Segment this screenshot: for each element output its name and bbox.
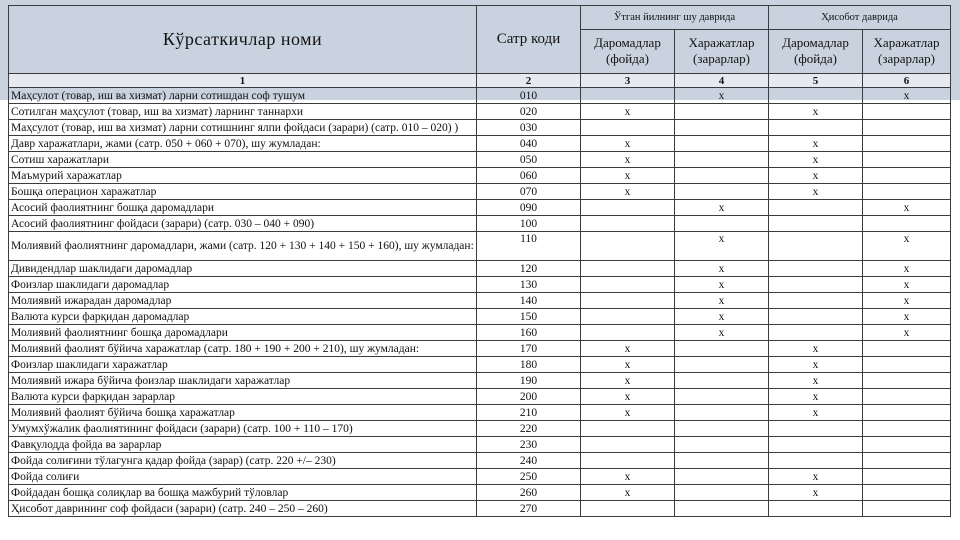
report-expense-cell <box>863 168 951 184</box>
prev-expense-cell <box>675 168 769 184</box>
row-code-header: Сатр коди <box>477 6 581 74</box>
table-row <box>9 485 951 501</box>
prev-income-cell: x <box>581 152 675 168</box>
prev-expense-cell: x <box>675 309 769 325</box>
table-row <box>9 341 951 357</box>
report-expense-cell <box>863 216 951 232</box>
indicator-name-cell: Асосий фаолиятнинг фойдаси (зарари) (сатр. 030 – 040 + 090) <box>9 216 477 232</box>
indicator-name-cell: Фоизлар шаклидаги даромадлар <box>9 277 477 293</box>
prev-expense-cell <box>675 389 769 405</box>
report-expense-cell <box>863 405 951 421</box>
report-income-cell: x <box>769 341 863 357</box>
table-row <box>9 373 951 389</box>
report-expense-cell: x <box>863 232 951 261</box>
indicator-name-cell: Давр харажатлари, жами (сатр. 050 + 060 + 070), шу жумладан: <box>9 136 477 152</box>
indicator-name-cell: Фавқулодда фойда ва зарарлар <box>9 437 477 453</box>
row-code-cell: 090 <box>477 200 581 216</box>
indicator-name-cell: Маҳсулот (товар, иш ва хизмат) ларни сотишдан соф тушум <box>9 88 477 104</box>
report-income-cell <box>769 88 863 104</box>
report-income-cell: x <box>769 184 863 200</box>
row-code-cell: 110 <box>477 232 581 261</box>
prev-expense-cell <box>675 357 769 373</box>
prev-expense-cell <box>675 485 769 501</box>
table-row <box>9 469 951 485</box>
report-expense-label: Харажатлар <box>873 35 940 51</box>
prev-income-cell <box>581 309 675 325</box>
report-expense-cell: x <box>863 293 951 309</box>
row-code-cell: 220 <box>477 421 581 437</box>
indicator-name-cell: Фойдадан бошқа солиқлар ва бошқа мажбурий тўловлар <box>9 485 477 501</box>
report-expense-cell <box>863 453 951 469</box>
report-income-cell: x <box>769 389 863 405</box>
financial-results-table <box>8 5 951 517</box>
prev-income-cell: x <box>581 184 675 200</box>
prev-expense-cell <box>675 184 769 200</box>
prev-income-sublabel: (фойда) <box>606 51 649 67</box>
table-row <box>9 325 951 341</box>
report-income-header <box>769 29 863 73</box>
prev-income-cell <box>581 277 675 293</box>
indicator-name-cell: Умумхўжалик фаолиятининг фойдаси (зарари) (сатр. 100 + 110 – 170) <box>9 421 477 437</box>
table-row <box>9 309 951 325</box>
report-expense-cell: x <box>863 309 951 325</box>
report-income-cell: x <box>769 152 863 168</box>
report-income-cell <box>769 232 863 261</box>
indicator-name-cell: Бошқа операцион харажатлар <box>9 184 477 200</box>
indicator-name-cell: Дивидендлар шаклидаги даромадлар <box>9 261 477 277</box>
report-expense-cell <box>863 469 951 485</box>
row-code-cell: 010 <box>477 88 581 104</box>
prev-expense-cell: x <box>675 325 769 341</box>
column-number: 3 <box>581 74 675 88</box>
prev-expense-header <box>675 29 769 73</box>
report-expense-cell <box>863 357 951 373</box>
prev-income-cell <box>581 293 675 309</box>
row-code-cell: 040 <box>477 136 581 152</box>
prev-expense-cell: x <box>675 200 769 216</box>
prev-income-cell <box>581 325 675 341</box>
prev-expense-cell: x <box>675 277 769 293</box>
table-row <box>9 120 951 136</box>
table-row <box>9 501 951 517</box>
row-code-cell: 060 <box>477 168 581 184</box>
indicator-name-cell: Молиявий фаолиятнинг даромадлари, жами (сатр. 120 + 130 + 140 + 150 + 160), шу жумладан: <box>9 232 477 261</box>
prev-income-cell: x <box>581 136 675 152</box>
table-row <box>9 232 951 261</box>
report-income-cell <box>769 309 863 325</box>
report-expense-cell: x <box>863 325 951 341</box>
prev-expense-cell <box>675 469 769 485</box>
row-code-cell: 130 <box>477 277 581 293</box>
row-code-cell: 180 <box>477 357 581 373</box>
report-expense-cell: x <box>863 261 951 277</box>
prev-expense-label: Харажатлар <box>688 35 755 51</box>
table-row <box>9 421 951 437</box>
table-row <box>9 200 951 216</box>
report-income-cell <box>769 501 863 517</box>
indicator-name-cell: Сотиш харажатлари <box>9 152 477 168</box>
row-code-cell: 170 <box>477 341 581 357</box>
prev-expense-cell <box>675 120 769 136</box>
report-expense-header <box>863 29 951 73</box>
table-row <box>9 293 951 309</box>
prev-expense-cell: x <box>675 261 769 277</box>
indicator-name-cell: Фойда солиғини тўлагунга қадар фойда (зарар) (сатр. 220 +/– 230) <box>9 453 477 469</box>
indicator-name-cell: Маҳсулот (товар, иш ва хизмат) ларни сотишнинг ялпи фойдаси (зарари) (сатр. 010 – 020) ) <box>9 120 477 136</box>
prev-income-cell: x <box>581 469 675 485</box>
row-code-cell: 260 <box>477 485 581 501</box>
row-code-cell: 050 <box>477 152 581 168</box>
row-code-cell: 150 <box>477 309 581 325</box>
row-code-cell: 100 <box>477 216 581 232</box>
row-code-cell: 200 <box>477 389 581 405</box>
report-expense-cell <box>863 485 951 501</box>
report-income-cell <box>769 453 863 469</box>
report-expense-cell <box>863 152 951 168</box>
table-row <box>9 152 951 168</box>
prev-expense-sublabel: (зарарлар) <box>693 51 750 67</box>
prev-income-cell <box>581 232 675 261</box>
indicator-name-cell: Фойда солиғи <box>9 469 477 485</box>
prev-income-cell <box>581 421 675 437</box>
prev-expense-cell <box>675 453 769 469</box>
report-expense-cell <box>863 136 951 152</box>
indicator-name-cell: Молиявий ижарадан даромадлар <box>9 293 477 309</box>
row-code-cell: 240 <box>477 453 581 469</box>
table-row <box>9 389 951 405</box>
row-code-cell: 190 <box>477 373 581 389</box>
row-code-cell: 230 <box>477 437 581 453</box>
report-income-sublabel: (фойда) <box>794 51 837 67</box>
report-income-cell: x <box>769 485 863 501</box>
row-code-cell: 210 <box>477 405 581 421</box>
prev-expense-cell <box>675 341 769 357</box>
prev-income-cell: x <box>581 485 675 501</box>
report-income-cell: x <box>769 357 863 373</box>
indicator-name-cell: Сотилган маҳсулот (товар, иш ва хизмат) ларнинг таннархи <box>9 104 477 120</box>
column-number: 6 <box>863 74 951 88</box>
prev-expense-cell: x <box>675 293 769 309</box>
report-income-cell <box>769 421 863 437</box>
indicator-name-cell: Асосий фаолиятнинг бошқа даромадлари <box>9 200 477 216</box>
report-expense-cell <box>863 437 951 453</box>
indicator-name-cell: Молиявий ижара бўйича фоизлар шаклидаги харажатлар <box>9 373 477 389</box>
report-expense-sublabel: (зарарлар) <box>878 51 935 67</box>
report-expense-cell <box>863 389 951 405</box>
indicator-name-cell: Ҳисобот даврининг соф фойдаси (зарари) (сатр. 240 – 250 – 260) <box>9 501 477 517</box>
prev-expense-cell <box>675 373 769 389</box>
report-expense-cell <box>863 184 951 200</box>
prev-expense-cell: x <box>675 232 769 261</box>
report-income-cell <box>769 261 863 277</box>
prev-income-cell <box>581 501 675 517</box>
indicator-name-cell: Молиявий фаолият бўйича харажатлар (сатр. 180 + 190 + 200 + 210), шу жумладан: <box>9 341 477 357</box>
report-expense-cell <box>863 373 951 389</box>
table-row <box>9 261 951 277</box>
column-number-row <box>9 74 951 88</box>
table-row <box>9 168 951 184</box>
prev-income-cell <box>581 453 675 469</box>
table-row <box>9 405 951 421</box>
report-income-cell <box>769 277 863 293</box>
table-header <box>9 6 951 88</box>
prev-expense-cell <box>675 152 769 168</box>
prev-expense-cell <box>675 437 769 453</box>
report-period-header: Ҳисобот даврида <box>769 6 951 30</box>
prev-expense-cell <box>675 501 769 517</box>
report-income-cell: x <box>769 373 863 389</box>
report-income-cell: x <box>769 405 863 421</box>
table-row <box>9 136 951 152</box>
previous-period-header: Ўтган йилнинг шу даврида <box>581 6 769 30</box>
row-code-cell: 120 <box>477 261 581 277</box>
column-number: 1 <box>9 74 477 88</box>
report-expense-cell: x <box>863 277 951 293</box>
table-row <box>9 216 951 232</box>
row-code-cell: 020 <box>477 104 581 120</box>
prev-income-cell: x <box>581 104 675 120</box>
report-income-cell: x <box>769 104 863 120</box>
indicator-name-cell: Маъмурий харажатлар <box>9 168 477 184</box>
prev-income-cell: x <box>581 373 675 389</box>
table-row <box>9 437 951 453</box>
row-code-cell: 270 <box>477 501 581 517</box>
report-income-cell: x <box>769 469 863 485</box>
report-income-cell <box>769 216 863 232</box>
row-code-cell: 250 <box>477 469 581 485</box>
prev-expense-cell <box>675 136 769 152</box>
indicator-name-cell: Молиявий фаолият бўйича бошқа харажатлар <box>9 405 477 421</box>
report-expense-cell <box>863 120 951 136</box>
table-row <box>9 453 951 469</box>
table-row <box>9 277 951 293</box>
report-income-cell <box>769 437 863 453</box>
prev-income-cell: x <box>581 168 675 184</box>
indicator-name-cell: Молиявий фаолиятнинг бошқа даромадлари <box>9 325 477 341</box>
report-income-label: Даромадлар <box>782 35 849 51</box>
row-code-cell: 030 <box>477 120 581 136</box>
report-income-cell <box>769 325 863 341</box>
report-expense-cell <box>863 104 951 120</box>
prev-expense-cell <box>675 405 769 421</box>
prev-income-cell <box>581 120 675 136</box>
indicator-name-cell: Валюта курси фарқидан даромадлар <box>9 309 477 325</box>
prev-income-cell <box>581 437 675 453</box>
prev-income-cell: x <box>581 341 675 357</box>
prev-income-cell <box>581 216 675 232</box>
prev-expense-cell <box>675 216 769 232</box>
report-income-cell <box>769 293 863 309</box>
column-number: 5 <box>769 74 863 88</box>
prev-income-cell <box>581 261 675 277</box>
prev-income-cell <box>581 88 675 104</box>
report-expense-cell <box>863 421 951 437</box>
prev-income-cell <box>581 200 675 216</box>
prev-expense-cell <box>675 421 769 437</box>
table-row <box>9 357 951 373</box>
report-expense-cell: x <box>863 88 951 104</box>
prev-income-cell: x <box>581 405 675 421</box>
report-income-cell <box>769 120 863 136</box>
prev-expense-cell: x <box>675 88 769 104</box>
report-expense-cell <box>863 341 951 357</box>
prev-income-header <box>581 29 675 73</box>
report-expense-cell <box>863 501 951 517</box>
prev-expense-cell <box>675 104 769 120</box>
indicator-name-cell: Фоизлар шаклидаги харажатлар <box>9 357 477 373</box>
column-number: 4 <box>675 74 769 88</box>
table-row <box>9 88 951 104</box>
table-row <box>9 184 951 200</box>
report-income-cell: x <box>769 136 863 152</box>
report-income-cell: x <box>769 168 863 184</box>
row-code-cell: 160 <box>477 325 581 341</box>
prev-income-cell: x <box>581 389 675 405</box>
row-code-cell: 140 <box>477 293 581 309</box>
report-expense-cell: x <box>863 200 951 216</box>
column-number: 2 <box>477 74 581 88</box>
table-row <box>9 104 951 120</box>
indicator-name-header: Кўрсаткичлар номи <box>9 6 477 74</box>
row-code-cell: 070 <box>477 184 581 200</box>
table-body <box>9 88 951 517</box>
prev-income-label: Даромадлар <box>594 35 661 51</box>
prev-income-cell: x <box>581 357 675 373</box>
report-income-cell <box>769 200 863 216</box>
indicator-name-cell: Валюта курси фарқидан зарарлар <box>9 389 477 405</box>
